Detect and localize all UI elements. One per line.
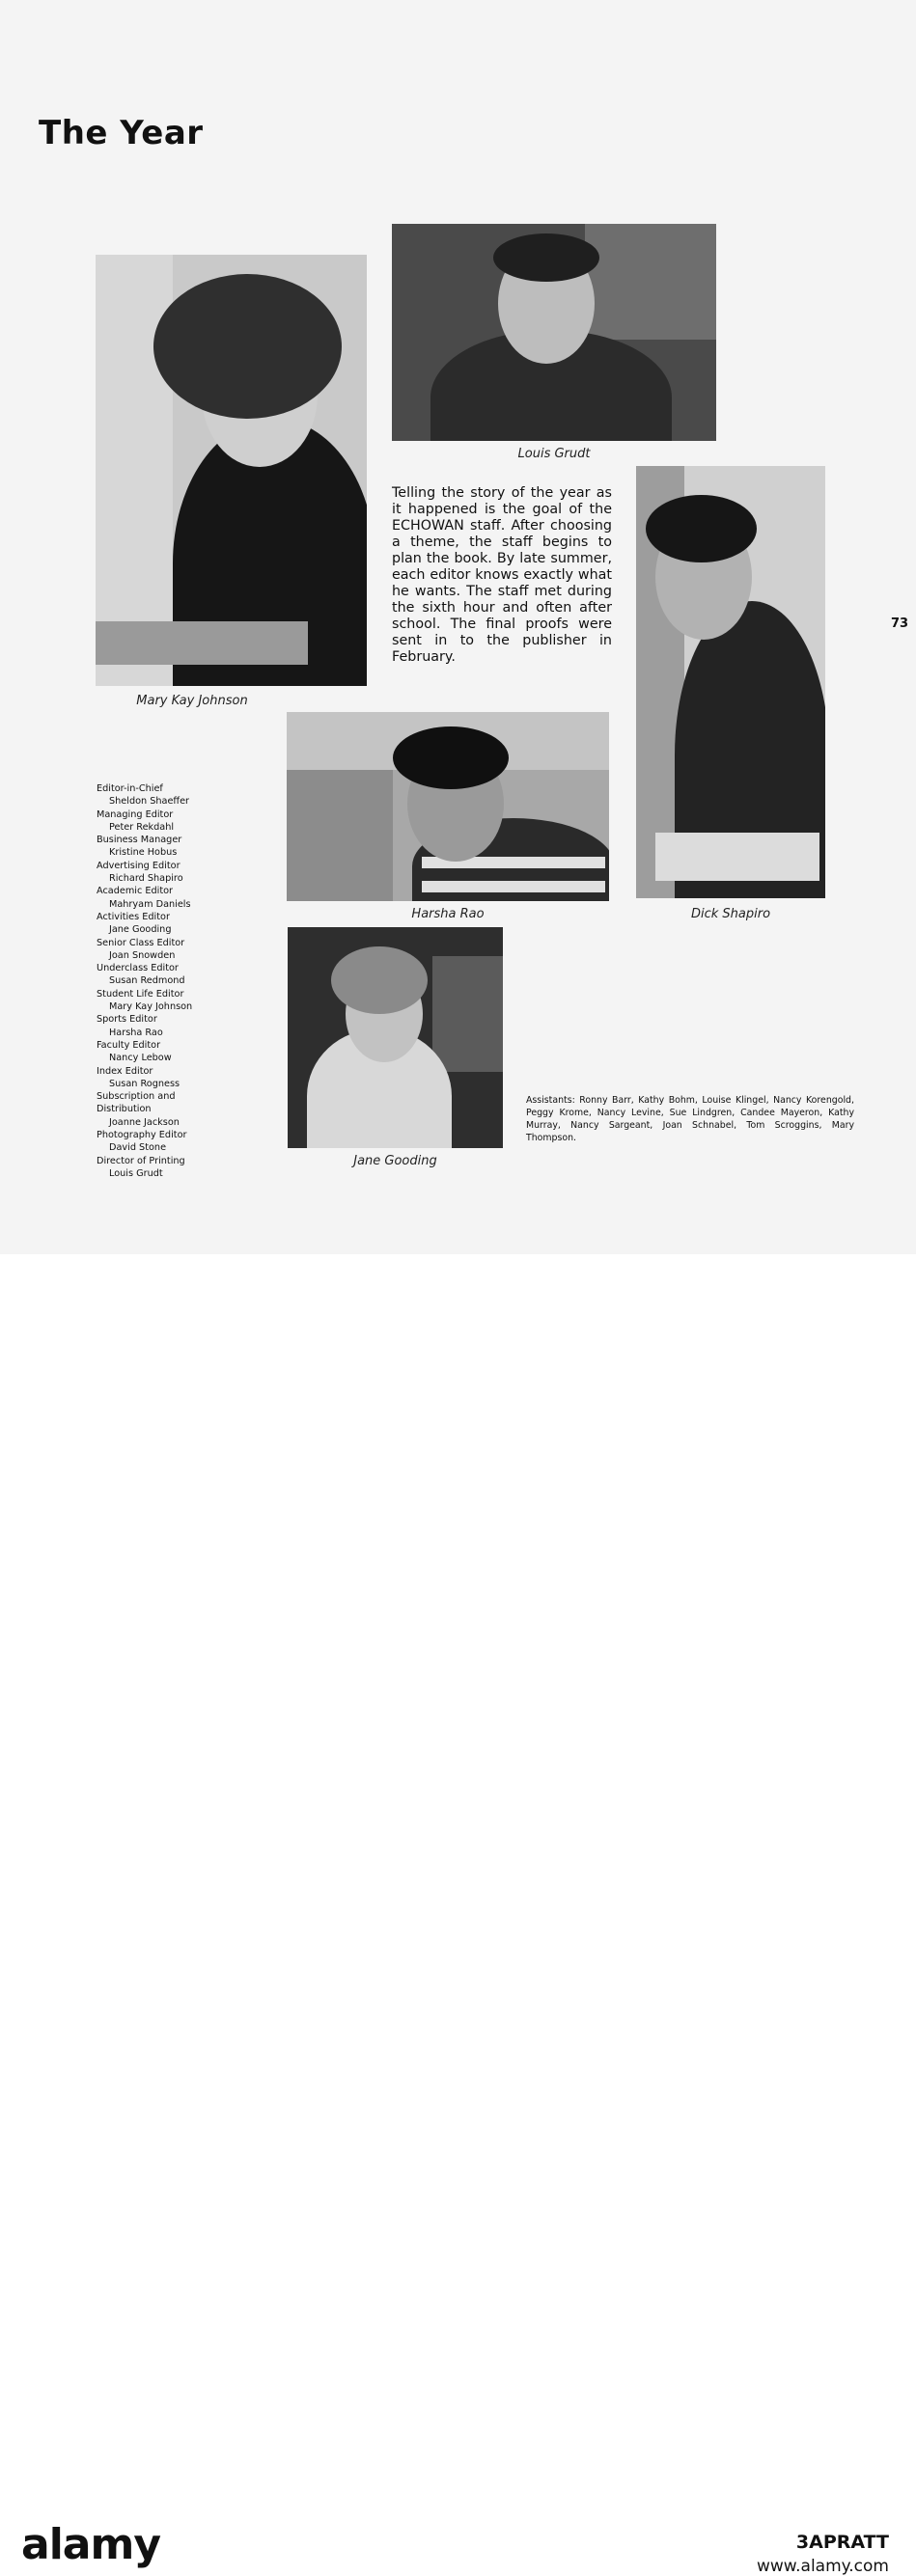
story-paragraph: Telling the story of the year as it happened is the goal of the ECHOWAN staff. After choosing a theme, the staff begins to plan the book. By late summer, each editor knows exactly what he wants. The staff met during the sixth hour and often after school. The final proofs were sent in to the publisher in February.: [392, 485, 612, 665]
staff-entry: Faculty Editor Nancy Lebow: [97, 1039, 172, 1064]
photo-louis-grudt: [392, 224, 716, 441]
assistants-list: Assistants: Ronny Barr, Kathy Bohm, Louise Klingel, Nancy Korengold, Peggy Krome, Nancy Levine, Sue Lindgren, Candee Mayeron, Kathy Murray, Nancy Sargeant, Joan Schnabel, Tom Scroggins, Mary Thompson.: [526, 1095, 854, 1143]
staff-entry: Sports Editor Harsha Rao: [97, 1014, 163, 1038]
caption-louis-grudt: Louis Grudt: [517, 447, 591, 461]
photo-harsha-rao: [287, 712, 609, 901]
staff-entry: Subscription and Distribution Joanne Jackson: [97, 1091, 180, 1128]
staff-entry: Editor-in-Chief Sheldon Shaeffer: [97, 783, 190, 808]
alamy-logo: alamy: [21, 2520, 160, 2569]
yearbook-page: [0, 0, 916, 1254]
stock-footer: [0, 1254, 916, 2576]
staff-entry: Index Editor Susan Rogness: [97, 1065, 180, 1089]
page-number: 73: [891, 617, 909, 631]
staff-entry: Director of Printing Louis Grudt: [97, 1155, 185, 1179]
photo-jane-gooding: [288, 927, 503, 1148]
staff-entry: Photography Editor David Stone: [97, 1130, 187, 1154]
caption-harsha-rao: Harsha Rao: [411, 907, 485, 921]
footer-url: www.alamy.com: [756, 2557, 889, 2576]
image-id: 3APRATT: [795, 2532, 889, 2553]
staff-entry: Activities Editor Jane Gooding: [97, 911, 172, 936]
caption-jane-gooding: Jane Gooding: [353, 1154, 437, 1168]
photo-mary-kay-johnson: [96, 255, 367, 686]
staff-entry: Academic Editor Mahryam Daniels: [97, 886, 191, 910]
staff-entry: Advertising Editor Richard Shapiro: [97, 860, 183, 885]
staff-entry: Business Manager Kristine Hobus: [97, 835, 182, 859]
caption-mary-kay-johnson: Mary Kay Johnson: [136, 694, 248, 708]
staff-entry: Underclass Editor Susan Redmond: [97, 963, 185, 987]
page-title: The Year: [39, 114, 204, 152]
photo-dick-shapiro: [636, 466, 825, 898]
staff-entry: Senior Class Editor Joan Snowden: [97, 937, 185, 961]
staff-entry: Student Life Editor Mary Kay Johnson: [97, 988, 193, 1013]
staff-list: [97, 782, 280, 1180]
caption-dick-shapiro: Dick Shapiro: [690, 907, 771, 921]
staff-entry: Managing Editor Peter Rekdahl: [97, 808, 175, 833]
footer-info: [757, 2532, 889, 2576]
